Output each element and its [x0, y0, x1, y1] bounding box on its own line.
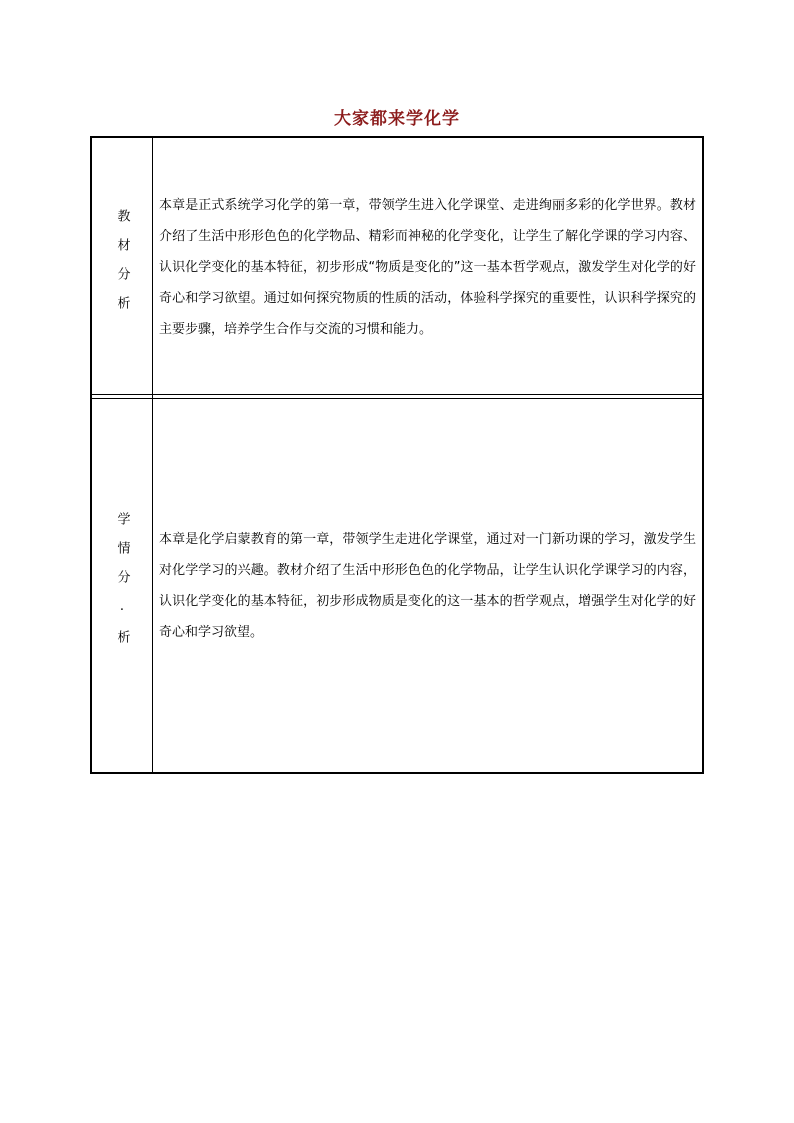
analysis-table: [90, 136, 704, 774]
student-analysis-text: 本章是化学启蒙教育的第一章，带领学生走进化学课堂，通过对一门新功课的学习，激发学生对化学学习的兴趣。教材介绍了生活中形形色色的化学物品，让学生认识化学课学习的内容，认识化学变化的基本特征，初步形成物质是变化的这一基本的哲学观点，增强学生对化学的好奇心和学习欲望。: [159, 531, 696, 640]
row-label-student-analysis: 学情分.析: [114, 512, 130, 659]
table-row-student-analysis: [92, 399, 702, 772]
row-label-cell: [92, 399, 152, 772]
textbook-analysis-text: 本章是正式系统学习化学的第一章，带领学生进入化学课堂、走进绚丽多彩的化学世界。教材介绍了生活中形形色色的化学物品、精彩而神秘的化学变化，让学生了解化学课的学习内容、认识化学变化的基本特征，初步形成“物质是变化的”这一基本哲学观点，激发学生对化学的好奇心和学习欲望。通过如何探究物质的性质的活动，体验科学探究的重要性，认识科学探究的主要步骤，培养学生合作与交流的习惯和能力。: [159, 197, 696, 337]
page-title: 大家都来学化学: [334, 109, 460, 129]
row-label-textbook-analysis: 教材分析: [114, 209, 130, 325]
table-row-textbook-analysis: [92, 138, 702, 396]
row-content-cell: [153, 399, 702, 772]
row-label-cell: [92, 138, 152, 396]
row-content-cell: [153, 138, 702, 396]
